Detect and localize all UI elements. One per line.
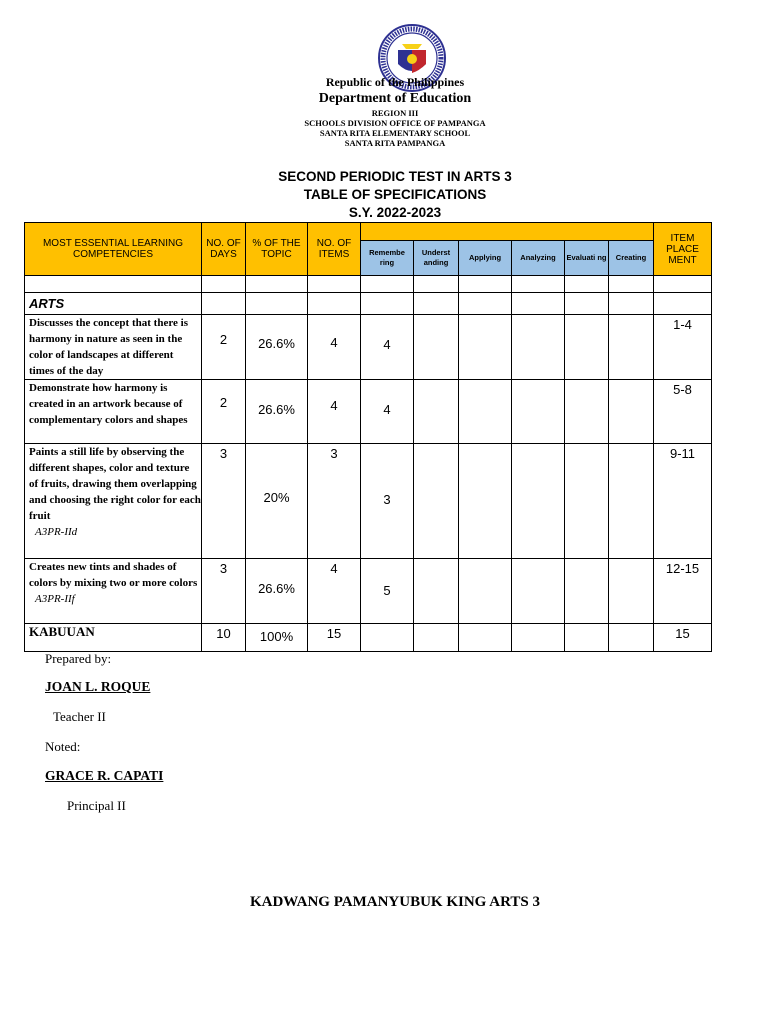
school-year: S.Y. 2022-2023 xyxy=(348,205,442,220)
section-row xyxy=(25,293,712,315)
noted-title: Principal II xyxy=(67,798,126,813)
remembering-cell: 5 xyxy=(361,559,414,624)
levels-band xyxy=(361,223,654,241)
col-evaluating: Evaluati ng xyxy=(565,241,609,276)
prepared-title: Teacher II xyxy=(53,709,106,724)
footer-title: KADWANG PAMANYUBUK KING ARTS 3 xyxy=(249,894,541,910)
items-cell: 4 xyxy=(308,380,361,444)
placement-cell: 9-11 xyxy=(654,444,712,559)
total-days: 10 xyxy=(202,624,246,652)
total-row xyxy=(25,624,712,652)
competency-text: Paints a still life by observing the different shapes, color and texture of fruits, drawing them overlapping and choosing the right color for each fruit xyxy=(29,446,201,522)
section-label: ARTS xyxy=(25,293,202,315)
placement-cell: 5-8 xyxy=(654,380,712,444)
competency-cell xyxy=(25,444,202,559)
remembering-cell: 4 xyxy=(361,315,414,380)
col-applying: Applying xyxy=(459,241,512,276)
percent-cell: 26.6% xyxy=(246,315,308,380)
placement-cell: 1-4 xyxy=(654,315,712,380)
percent-cell: 20% xyxy=(246,444,308,559)
col-analyzing: Analyzing xyxy=(512,241,565,276)
competency-cell: Discusses the concept that there is harmony in nature as seen in the color of landscapes at different times of the day xyxy=(25,315,202,380)
specifications-table xyxy=(24,222,712,652)
school-line: SANTA RITA ELEMENTARY SCHOOL xyxy=(319,128,471,138)
col-percent: % OF THE TOPIC xyxy=(246,223,308,276)
remembering-cell: 3 xyxy=(361,444,414,559)
col-items: NO. OF ITEMS xyxy=(308,223,361,276)
percent-cell: 26.6% xyxy=(246,559,308,624)
total-items: 15 xyxy=(308,624,361,652)
total-placement: 15 xyxy=(654,624,712,652)
items-cell: 3 xyxy=(308,444,361,559)
noted-name: GRACE R. CAPATI xyxy=(45,768,164,783)
competency-code: A3PR-IIf xyxy=(35,593,75,605)
republic-heading: Republic of the Philippines xyxy=(325,75,465,89)
col-creating: Creating xyxy=(609,241,654,276)
col-days: NO. OF DAYS xyxy=(202,223,246,276)
department-heading: Department of Education xyxy=(318,91,472,106)
items-cell: 4 xyxy=(308,559,361,624)
test-title: SECOND PERIODIC TEST IN ARTS 3 xyxy=(278,169,512,184)
competency-text: Creates new tints and shades of colors by mixing two or more colors xyxy=(29,561,198,589)
total-percent: 100% xyxy=(246,624,308,652)
competency-code: A3PR-IId xyxy=(35,526,78,538)
spacer-row xyxy=(25,276,712,293)
prepared-label: Prepared by: xyxy=(45,651,112,666)
days-cell: 2 xyxy=(202,380,246,444)
competency-cell: Demonstrate how harmony is created in an artwork because of complementary colors and shapes xyxy=(25,380,202,444)
table-row xyxy=(25,315,712,380)
noted-label: Noted: xyxy=(45,739,81,754)
region-line: REGION III xyxy=(371,108,419,118)
days-cell: 3 xyxy=(202,444,246,559)
total-label: KABUUAN xyxy=(25,624,202,652)
days-cell: 3 xyxy=(202,559,246,624)
remembering-cell: 4 xyxy=(361,380,414,444)
tos-title: TABLE OF SPECIFICATIONS xyxy=(303,187,487,202)
items-cell: 4 xyxy=(308,315,361,380)
percent-cell: 26.6% xyxy=(246,380,308,444)
prepared-name: JOAN L. ROQUE xyxy=(45,679,151,694)
table-row xyxy=(25,444,712,559)
col-understanding: Underst anding xyxy=(414,241,459,276)
placement-cell: 12-15 xyxy=(654,559,712,624)
table-row xyxy=(25,380,712,444)
col-competencies: MOST ESSENTIAL LEARNING COMPETENCIES xyxy=(25,223,202,276)
col-placement: ITEM PLACE MENT xyxy=(654,223,712,276)
table-row xyxy=(25,559,712,624)
competency-cell xyxy=(25,559,202,624)
days-cell: 2 xyxy=(202,315,246,380)
col-remembering: Remembe ring xyxy=(361,241,414,276)
division-line: SCHOOLS DIVISION OFFICE OF PAMPANGA xyxy=(304,118,486,128)
location-line: SANTA RITA PAMPANGA xyxy=(344,138,446,148)
